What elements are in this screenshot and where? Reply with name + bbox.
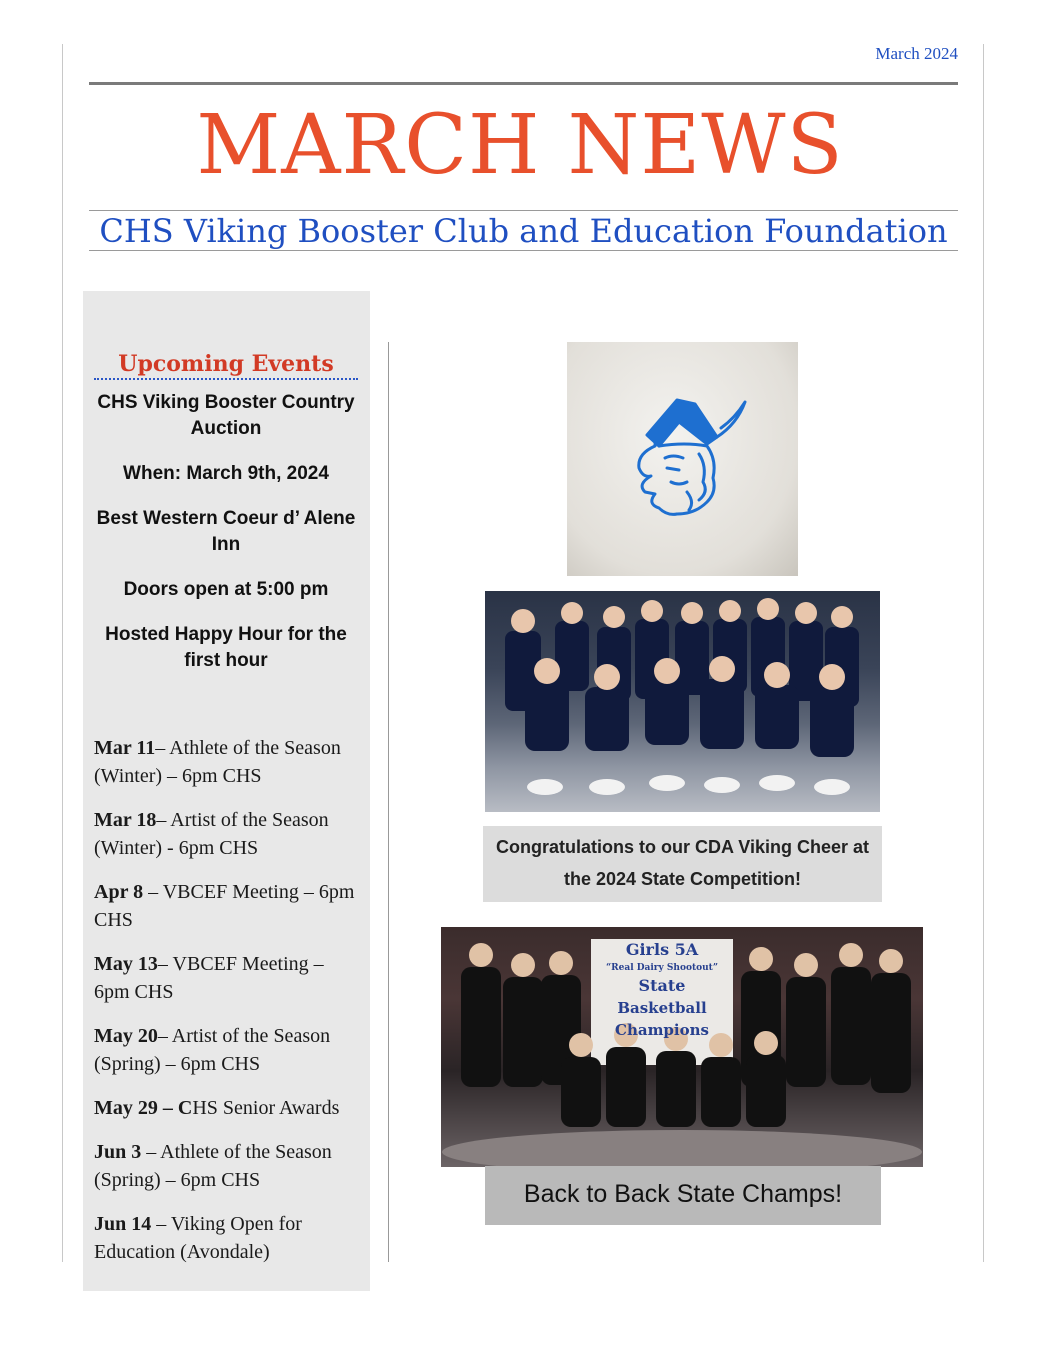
event-date: May 20	[94, 1025, 158, 1047]
auction-venue: Best Western Coeur d’ Alene Inn	[96, 508, 356, 555]
event-date: May 29 – C	[94, 1097, 193, 1119]
header-rule	[89, 82, 958, 85]
events-list	[94, 734, 364, 1282]
banner-line-4: Basketball	[617, 999, 707, 1017]
event-text: – Athlete of the Season (Winter) – 6pm CHS	[94, 737, 341, 787]
event-text: HS Senior Awards	[192, 1097, 340, 1119]
page-title: MARCH NEWS	[196, 98, 844, 193]
banner-line-3: State	[638, 976, 686, 995]
event-text: – Artist of the Season (Spring) – 6pm CHS	[94, 1025, 331, 1075]
auction-happy-hour: Hosted Happy Hour for the first hour	[105, 624, 347, 671]
page-margin-right	[983, 44, 984, 1262]
championship-banner-text	[591, 939, 733, 1041]
column-divider	[388, 342, 389, 1262]
viking-head-icon	[567, 342, 798, 576]
auction-doors: Doors open at 5:00 pm	[123, 579, 329, 600]
page-subtitle: CHS Viking Booster Club and Education Foundation	[99, 212, 948, 250]
event-text: – VBCEF Meeting – 6pm CHS	[94, 953, 324, 1003]
banner-line-5: Champions	[615, 1021, 709, 1039]
event-item	[94, 950, 364, 1006]
upcoming-events-heading: Upcoming Events	[118, 351, 334, 377]
event-text: – Viking Open for Education (Avondale)	[94, 1213, 302, 1263]
banner-line-1: Girls 5A	[625, 940, 699, 959]
event-item	[94, 806, 364, 862]
cheer-team-photo	[485, 591, 880, 812]
cheer-caption: Congratulations to our CDA Viking Cheer at the 2024 State Competition!	[483, 826, 882, 902]
cheer-team-figures	[485, 591, 880, 812]
auction-details	[91, 390, 361, 693]
event-date: Jun 3	[94, 1141, 142, 1163]
event-date: Apr 8	[94, 881, 144, 903]
subtitle-rule-bottom	[89, 250, 958, 251]
event-date: Jun 14	[94, 1213, 152, 1235]
event-item	[94, 1094, 364, 1122]
auction-when: When: March 9th, 2024	[123, 463, 329, 484]
basketball-caption: Back to Back State Champs!	[485, 1166, 881, 1225]
banner-line-2: “Real Dairy Shootout”	[605, 963, 718, 973]
issue-date: March 2024	[875, 44, 958, 63]
viking-logo-photo	[567, 342, 798, 576]
heading-underline	[94, 378, 358, 380]
event-item	[94, 1210, 364, 1266]
page-margin-left	[62, 44, 63, 1262]
event-item	[94, 878, 364, 934]
event-item	[94, 734, 364, 790]
event-text: – Athlete of the Season (Spring) – 6pm CHS	[94, 1141, 332, 1191]
event-text: – Artist of the Season (Winter) - 6pm CHS	[94, 809, 329, 859]
event-date: May 13	[94, 953, 158, 975]
auction-name: CHS Viking Booster Country Auction	[97, 392, 355, 439]
event-item	[94, 1022, 364, 1078]
event-item	[94, 1138, 364, 1194]
event-text: – VBCEF Meeting – 6pm CHS	[94, 881, 355, 931]
event-date: Mar 18	[94, 809, 157, 831]
event-date: Mar 11	[94, 737, 156, 759]
basketball-team-photo	[441, 927, 923, 1167]
